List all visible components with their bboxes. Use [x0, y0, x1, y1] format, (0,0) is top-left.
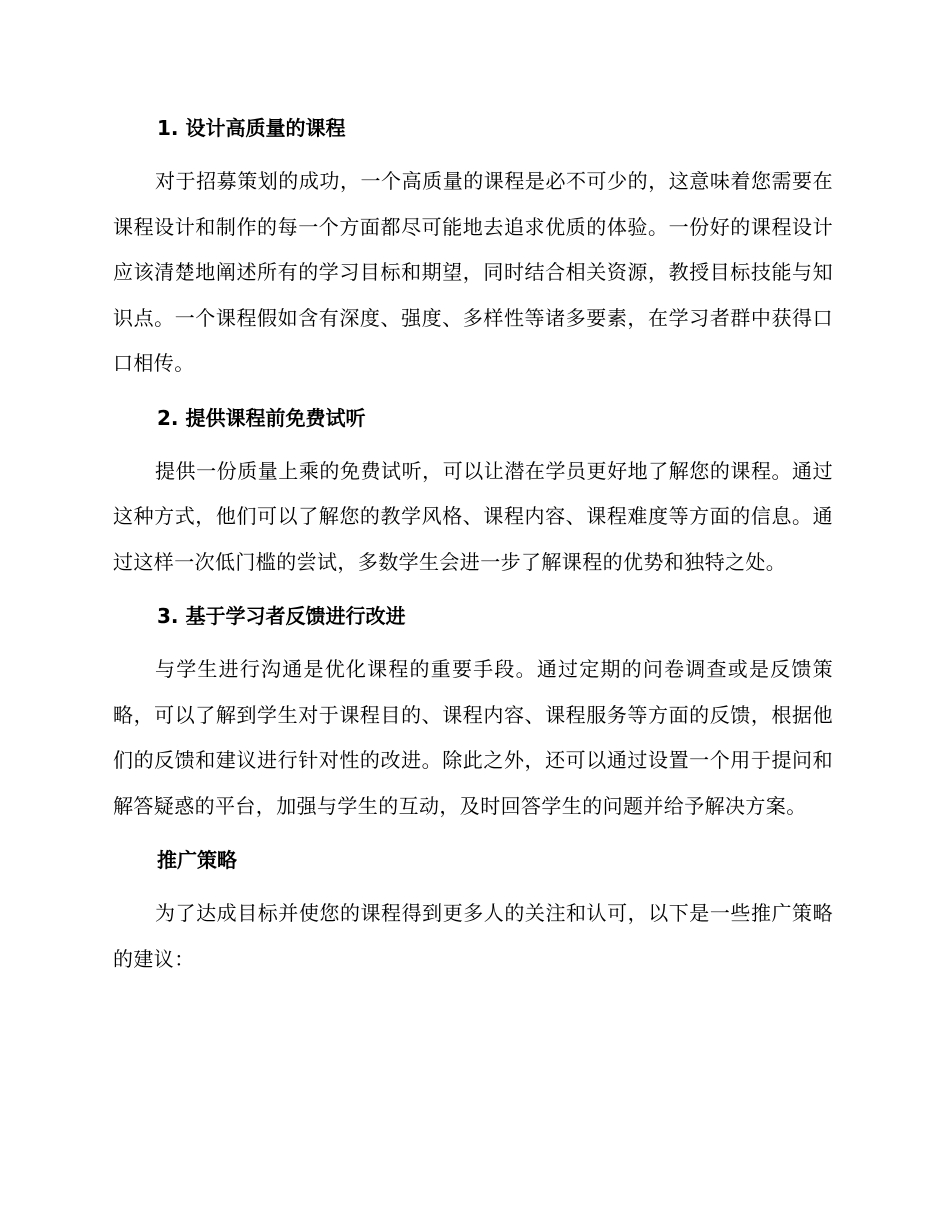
section-paragraph-free-trial: 提供一份质量上乘的免费试听，可以让潜在学员更好地了解您的课程。通过这种方式，他们可以了解您的教学风格、课程内容、课程难度等方面的信息。通过这样一次低门槛的尝试，多数学生会进一步了解课程的优势和独特之处。	[113, 458, 833, 574]
section-heading-promotion: 推广策略	[157, 848, 237, 872]
section-heading-free-trial: 2. 提供课程前免费试听	[157, 405, 366, 430]
section-paragraph-promotion: 为了达成目标并使您的课程得到更多人的关注和认可，以下是一些推广策略的建议：	[113, 901, 833, 971]
section-paragraph-course-design: 对于招募策划的成功，一个高质量的课程是必不可少的，这意味着您需要在课程设计和制作的每一个方面都尽可能地去追求优质的体验。一份好的课程设计应该清楚地阐述所有的学习目标和期望，同时结合相关资源，教授目标技能与知识点。一个课程假如含有深度、强度、多样性等诸多要素，在学习者群中获得口口相传。	[113, 169, 833, 375]
section-paragraph-feedback: 与学生进行沟通是优化课程的重要手段。通过定期的问卷调查或是反馈策略，可以了解到学生对于课程目的、课程内容、课程服务等方面的反馈，根据他们的反馈和建议进行针对性的改进。除此之外，还可以通过设置一个用于提问和解答疑惑的平台，加强与学生的互动，及时回答学生的问题并给予解决方案。	[113, 657, 833, 818]
document-body	[113, 112, 833, 982]
section-heading-course-design: 1. 设计高质量的课程	[157, 116, 346, 140]
section-heading-feedback: 3. 基于学习者反馈进行改进	[157, 604, 406, 628]
